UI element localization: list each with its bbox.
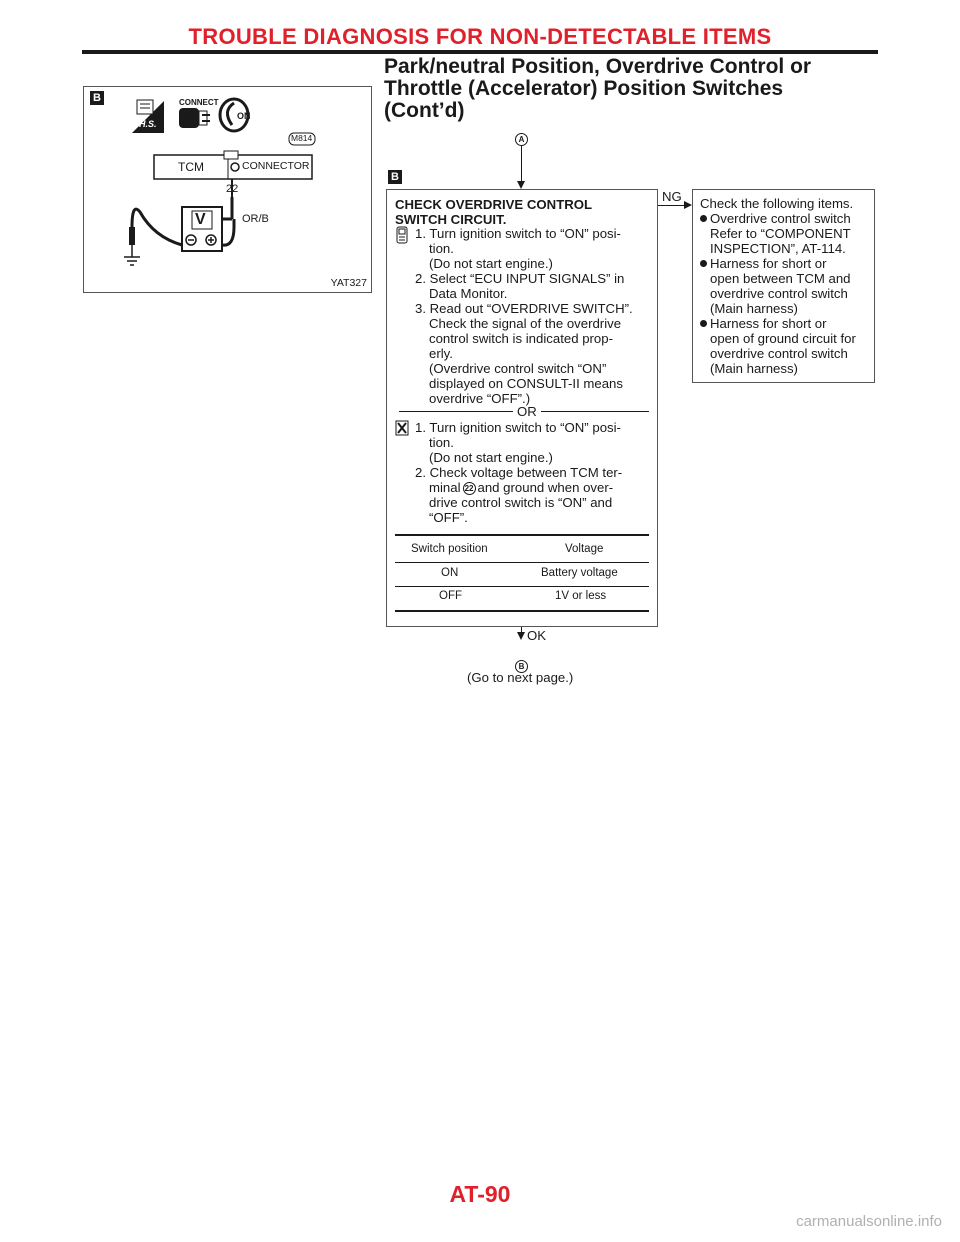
procedure-line: Data Monitor. xyxy=(429,286,508,301)
ng-item-line: overdrive control switch xyxy=(710,346,848,361)
table-header: Switch position xyxy=(411,543,488,555)
ok-label: OK xyxy=(527,628,547,643)
figure-marker: B xyxy=(90,91,104,105)
or-divider-right xyxy=(541,411,649,412)
ng-arrow-line xyxy=(658,205,684,206)
ng-item-line: open of ground circuit for xyxy=(710,331,856,346)
ng-label: NG xyxy=(662,189,682,204)
connector-plug-icon xyxy=(179,108,210,128)
table-cell: 1V or less xyxy=(555,590,607,602)
tester-icon xyxy=(395,420,409,436)
section-title xyxy=(384,56,904,122)
ng-item-line: Harness for short or xyxy=(710,316,827,331)
ng-item-line: open between TCM and xyxy=(710,271,851,286)
terminal-badge: 22 xyxy=(463,482,476,495)
procedure-line: (Do not start engine.) xyxy=(429,450,553,465)
ok-arrow-head xyxy=(517,632,525,640)
procedure-line: 2. Select “ECU INPUT SIGNALS” in xyxy=(415,271,625,286)
procedure-line: drive control switch is “ON” and xyxy=(429,495,613,510)
procedure-line: 1. Turn ignition switch to “ON” posi- xyxy=(415,420,621,435)
ng-item-line: (Main harness) xyxy=(710,301,798,316)
bullet-icon xyxy=(700,320,707,327)
ng-item-line: Overdrive control switch xyxy=(710,211,851,226)
connect-label: CONNECT xyxy=(179,98,219,107)
table-header: Voltage xyxy=(565,543,604,555)
ng-item-line: Refer to “COMPONENT xyxy=(710,226,851,241)
ng-item xyxy=(700,256,874,316)
step-marker-a-badge: A xyxy=(515,133,528,146)
figure-caption: YAT327 xyxy=(330,277,367,289)
terminal-text: and ground when over- xyxy=(477,480,614,495)
box-marker: B xyxy=(388,170,402,184)
procedure-line: “OFF”. xyxy=(429,510,468,525)
page-header-title: TROUBLE DIAGNOSIS FOR NON-DETECTABLE ITEMS xyxy=(188,24,772,49)
terminal-number: 22 xyxy=(226,183,239,195)
ng-checklist xyxy=(700,196,874,376)
voltage-table xyxy=(395,534,649,614)
bullet-icon xyxy=(700,260,707,267)
section-title-line: Park/neutral Position, Overdrive Control or xyxy=(384,55,812,78)
procedure-line: overdrive “OFF”.) xyxy=(429,391,531,406)
procedure-line: 3. Read out “OVERDRIVE SWITCH”. xyxy=(415,301,633,316)
ng-item-line: Harness for short or xyxy=(710,256,827,271)
terminal-text: minal xyxy=(429,480,461,495)
table-rule xyxy=(395,534,649,536)
procedure-line: 2. Check voltage between TCM ter- xyxy=(415,465,623,480)
voltmeter-label: V xyxy=(195,211,206,228)
next-page-label: (Go to next page.) xyxy=(467,670,574,685)
table-rule xyxy=(395,610,649,612)
procedure-line: erly. xyxy=(429,346,453,361)
procedure-line: 1. Turn ignition switch to “ON” posi- xyxy=(415,226,621,241)
check-heading-line: SWITCH CIRCUIT. xyxy=(395,212,507,227)
procedure-line: control switch is indicated prop- xyxy=(429,331,613,346)
or-label: OR xyxy=(517,404,537,419)
watermark: carmanualsonline.info xyxy=(796,1213,942,1230)
procedure-line: displayed on CONSULT-II means xyxy=(429,376,623,391)
table-rule xyxy=(395,562,649,563)
or-divider-left xyxy=(399,411,513,412)
flow-arrow-line xyxy=(521,146,522,181)
procedure-line: Check the signal of the overdrive xyxy=(429,316,622,331)
connector-id: M814 xyxy=(291,133,313,143)
connector-figure xyxy=(83,86,372,293)
procedure-line: tion. xyxy=(429,241,454,256)
section-title-line: Throttle (Accelerator) Position Switches xyxy=(384,77,784,100)
tcm-label: TCM xyxy=(178,160,204,174)
procedure-line: (Do not start engine.) xyxy=(429,256,553,271)
ng-item xyxy=(700,316,874,376)
procedure-line: tion. xyxy=(429,435,454,450)
consult-procedure xyxy=(415,226,655,406)
ng-item-line: INSPECTION”, AT-114. xyxy=(710,241,846,256)
bullet-icon xyxy=(700,215,707,222)
table-cell: OFF xyxy=(439,590,462,602)
table-cell: Battery voltage xyxy=(541,567,618,579)
on-label: ON xyxy=(237,111,251,121)
check-heading-line: CHECK OVERDRIVE CONTROL xyxy=(395,197,593,212)
ng-arrow-head xyxy=(684,201,692,209)
step-marker-b-badge: B xyxy=(515,660,528,673)
check-box xyxy=(386,189,658,627)
ng-item-line: (Main harness) xyxy=(710,361,798,376)
connector-label: CONNECTOR xyxy=(242,160,310,172)
section-title-line: (Cont’d) xyxy=(384,99,465,122)
ng-intro: Check the following items. xyxy=(700,196,854,211)
page-number: AT-90 xyxy=(449,1181,511,1207)
ng-item-line: overdrive control switch xyxy=(710,286,848,301)
consult-icon xyxy=(395,226,409,244)
ng-action-box xyxy=(692,189,875,383)
header-divider xyxy=(82,50,878,54)
wire-color-label: OR/B xyxy=(242,213,269,225)
hs-label: H.S. xyxy=(139,119,157,129)
tester-procedure xyxy=(415,420,655,525)
procedure-line: (Overdrive control switch “ON” xyxy=(429,361,607,376)
check-heading xyxy=(395,197,592,227)
table-cell: ON xyxy=(441,567,459,579)
ng-item xyxy=(700,211,874,256)
procedure-line xyxy=(415,480,655,495)
flow-arrow-head xyxy=(517,181,525,189)
table-rule xyxy=(395,586,649,587)
